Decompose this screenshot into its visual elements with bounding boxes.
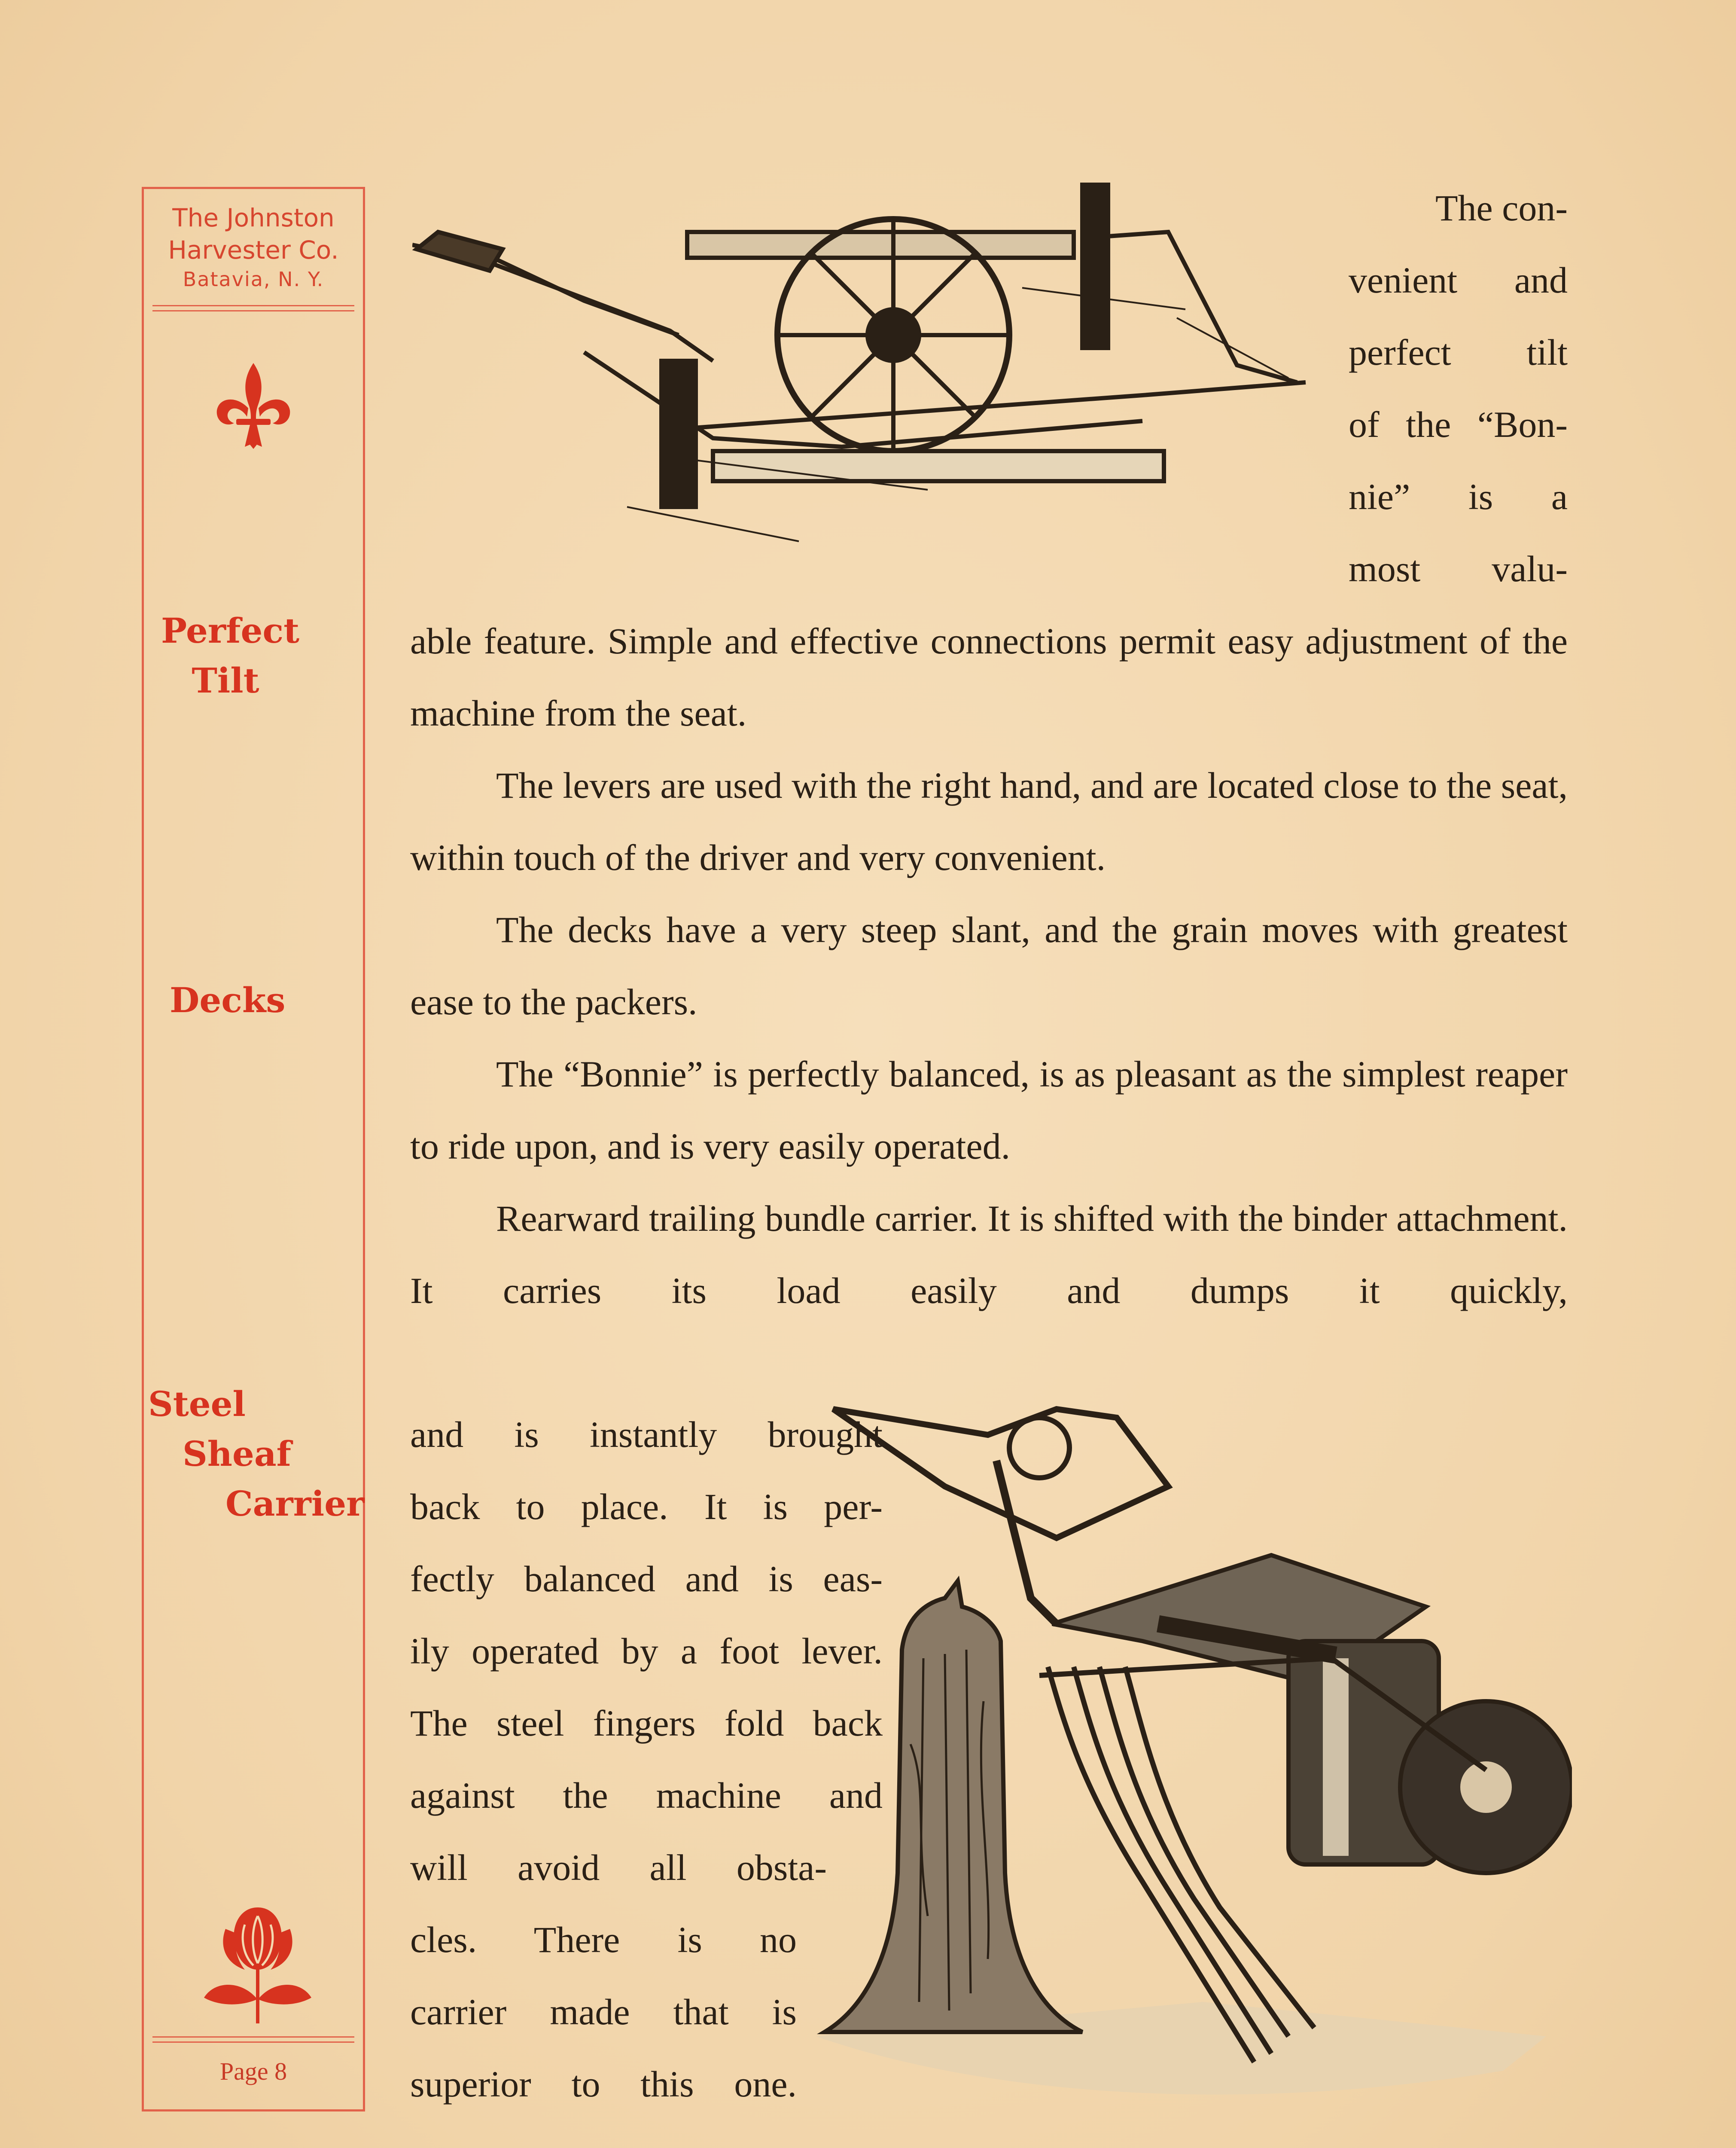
company-name-line2: Harvester Co.	[168, 235, 339, 265]
carrier-line: superior to this one.	[410, 2063, 797, 2105]
carrier-line: will avoid all obsta-	[410, 1847, 827, 1888]
sidebar-panel	[142, 187, 365, 2111]
company-name-line1: The Johnston	[172, 203, 335, 232]
sheaf-carrier-illustration	[816, 1400, 1572, 2131]
heading-sheaf: Sheaf	[183, 1434, 292, 1474]
heading-perfect-tilt	[161, 606, 300, 705]
intro-line: The con-	[1435, 187, 1568, 229]
paragraph-levers: The levers are used with the right hand, and are located close to the seat, within touch of the driver and very convenient.	[410, 765, 1568, 878]
heading-steel: Steel	[148, 1384, 246, 1424]
intro-line: perfect tilt	[1349, 332, 1568, 373]
carrier-line: and is instantly brought	[410, 1414, 883, 1455]
footer-divider	[152, 2036, 354, 2038]
carrier-line: fectly balanced and is eas-	[410, 1558, 883, 1599]
carrier-line: against the machine and	[410, 1775, 883, 1816]
heading-steel-sheaf-carrier	[135, 1379, 393, 1529]
page-number: Page 8	[219, 2057, 287, 2085]
intro-line: most valu-	[1349, 548, 1568, 589]
header-divider-2	[152, 310, 354, 311]
carrier-line: cles. There is no	[410, 1919, 797, 1960]
footer-divider-2	[152, 2041, 354, 2043]
carrier-line: back to place. It is per-	[410, 1486, 883, 1527]
carrier-line: ily operated by a foot lever.	[410, 1630, 883, 1672]
intro-line: venient and	[1349, 259, 1568, 301]
carrier-text-column	[410, 1398, 883, 2120]
carrier-line: The steel fingers fold back	[410, 1703, 883, 1744]
heading-decks: Decks	[170, 980, 286, 1020]
main-text-block	[410, 605, 1568, 1327]
intro-column	[1349, 172, 1568, 605]
paragraph-tilt-rest: able feature. Simple and effective connections permit easy adjustment of the machine from the seat.	[410, 620, 1568, 734]
paragraph-decks: The decks have a very steep slant, and the grain moves with greatest ease to the packers.	[410, 909, 1568, 1022]
header-divider	[152, 305, 354, 306]
company-location: Batavia, N. Y.	[183, 267, 324, 291]
company-header	[144, 202, 363, 293]
intro-line: nie” is a	[1349, 476, 1568, 517]
heading-carrier: Carrier	[225, 1483, 365, 1524]
binder-machine-illustration	[412, 180, 1314, 558]
carrier-line: carrier made that is	[410, 1991, 797, 2032]
paragraph-balanced: The “Bonnie” is perfectly balanced, is as pleasant as the simplest reaper to ride upon, and is very easily operated.	[410, 1053, 1568, 1167]
intro-line: of the “Bon-	[1349, 404, 1568, 445]
fleur-de-lis-icon	[210, 359, 296, 453]
heading-perfect: Perfect	[161, 610, 300, 651]
heading-tilt: Tilt	[192, 660, 259, 701]
paragraph-carrier-intro: Rearward trailing bundle carrier. It is shifted with the binder attachment. It carries its load easily and dumps it quickly,	[410, 1198, 1568, 1311]
tulip-flower-icon	[193, 1899, 322, 2028]
